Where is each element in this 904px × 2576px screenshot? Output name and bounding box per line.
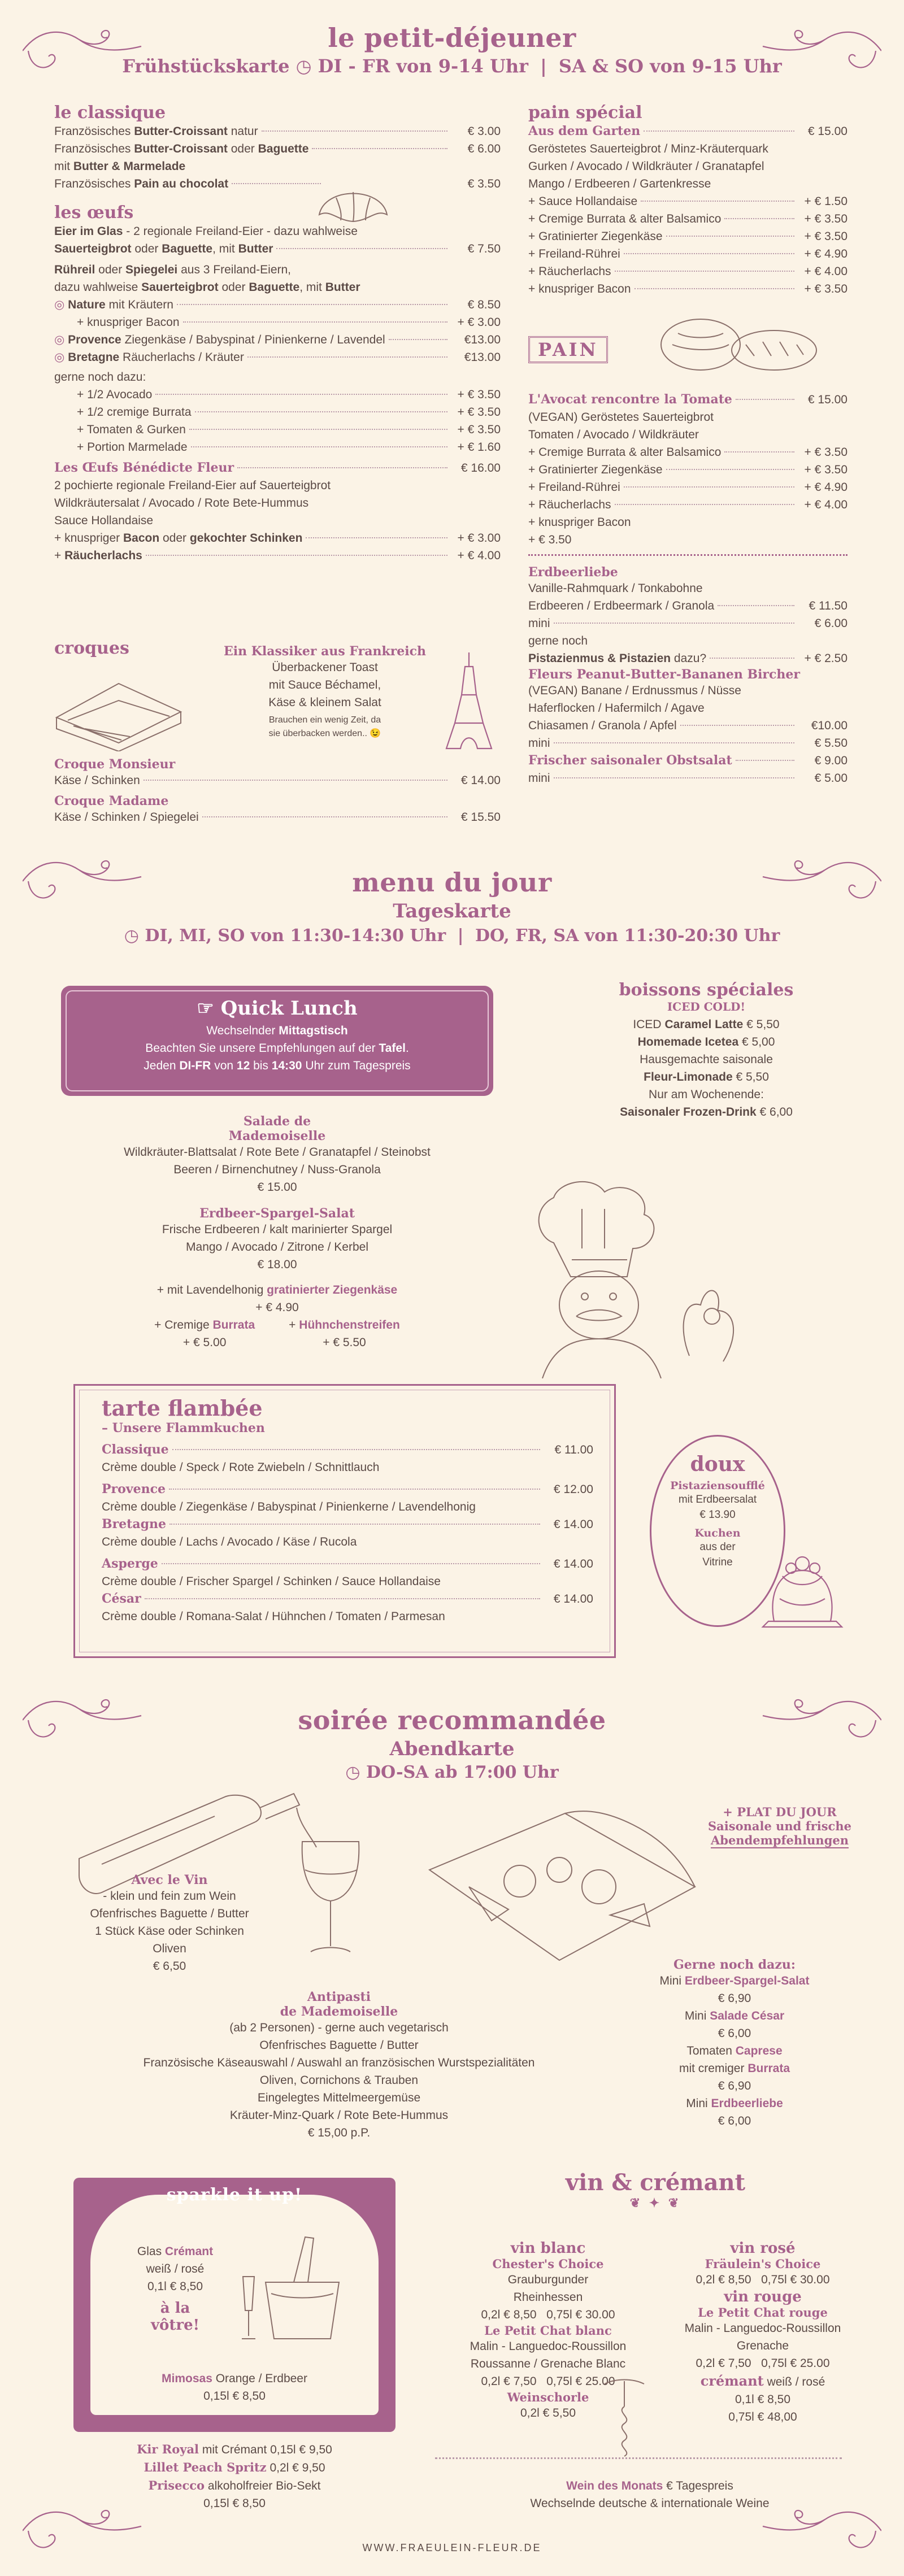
mimosa-price: 0,15l € 8,50	[203, 2390, 266, 2403]
vin-section	[56, 1873, 282, 1975]
clock-icon: ◷	[345, 1763, 366, 1782]
kir-line: Kir Royal mit Crémant 0,15l € 9,50	[137, 2442, 332, 2456]
croques-klassiker: Ein Klassiker aus Frankreich	[223, 644, 427, 659]
croques-desc: Überbackener Toast	[272, 661, 378, 674]
doux-item: Kuchen	[694, 1527, 741, 1539]
wine-price: 0,2l € 5,50	[520, 2407, 576, 2420]
cremant-price: 0,1l € 8,50	[734, 2393, 791, 2406]
gerne-price: € 6,90	[718, 1992, 751, 2005]
bircher-mini: mini € 5.50	[528, 737, 847, 750]
extra-item: + Tomaten & Gurken + € 3.50	[77, 423, 501, 436]
vin-blanc-title: vin blanc	[510, 2240, 586, 2257]
wine-name: Chester's Choice	[492, 2257, 604, 2271]
plat-line: Abendempfehlungen	[710, 1833, 849, 1847]
quick-lunch-line: Beachten Sie unsere Empfehlungen auf der Tafel.	[145, 1042, 409, 1055]
pain-label: PAIN	[528, 336, 608, 363]
boissons-line: ICED Caramel Latte € 5,50	[633, 1018, 780, 1031]
kir-line: Lillet Peach Spritz 0,2l € 9,50	[144, 2460, 325, 2474]
croque-madame-row: Käse / Schinken / Spiegelei € 15.50	[54, 811, 501, 824]
avocat-extra: + Freiland-Rührei + € 4.90	[528, 481, 847, 494]
benedicte-desc: Wildkräutersalat / Avocado / Rote Bete-Hummus	[54, 497, 309, 510]
kir-section	[73, 2440, 395, 2512]
tarte-desc: Crème double / Frischer Spargel / Schinken / Sauce Hollandaise	[102, 1575, 441, 1588]
breakfast-left-column	[54, 103, 501, 564]
extra-item: + 1/2 Avocado + € 3.50	[77, 388, 501, 401]
wine-desc: Roussanne / Grenache Blanc	[470, 2357, 626, 2370]
croque-madame-title: Croque Madame	[54, 794, 169, 808]
salade-title: Mademoiselle	[228, 1129, 326, 1143]
avocat-extra: + Gratinierter Ziegenkäse + € 3.50	[528, 463, 847, 476]
benedicte-title-row: Les Œufs Bénédicte Fleur € 16.00	[54, 460, 501, 475]
sparkle-title: sparkle it up!	[166, 2185, 303, 2205]
eier-line-2: Sauerteigbrot oder Baguette, mit Butter € 7.50	[54, 242, 501, 255]
corkscrew-icon	[599, 2373, 650, 2457]
tarte-desc: Crème double / Speck / Rote Zwiebeln / Schnittlauch	[102, 1461, 380, 1474]
tarte-desc: Crème double / Ziegenkäse / Babyspinat / Pinienkerne / Lavendelhonig	[102, 1500, 476, 1513]
gerne-item: Mini Erdbeerliebe	[686, 2097, 783, 2110]
avocat-title-row: L'Avocat rencontre la Tomate € 15.00	[528, 392, 847, 407]
ruehrei-line-1: Rühreil oder Spiegelei aus 3 Freiland-Eiern,	[54, 263, 292, 276]
classique-item: Französisches Butter-Croissant natur € 3.00	[54, 125, 501, 138]
garten-extra: + Freiland-Rührei + € 4.90	[528, 247, 847, 260]
classique-title: le classique	[54, 103, 166, 123]
divider	[528, 554, 847, 556]
doux-desc: Vitrine	[702, 1556, 733, 1568]
classique-item: Französisches Pain au chocolat € 3.50	[54, 177, 501, 190]
spargel-desc: Frische Erdbeeren / kalt marinierter Spargel	[162, 1223, 393, 1236]
vin-rose-title: vin rosé	[730, 2240, 796, 2257]
vin-title: Avec le Vin	[131, 1873, 208, 1887]
erdbeer-desc: Vanille-Rahmquark / Tonkabohne	[528, 582, 703, 595]
doux-desc: mit Erdbeersalat	[678, 1494, 757, 1505]
hand-pointer-icon: ☞	[197, 997, 221, 1020]
vin-price: € 6,50	[153, 1960, 186, 1973]
chef-icon	[520, 1175, 757, 1378]
doux-title: doux	[690, 1452, 745, 1476]
breakfast-subtitle: Frühstückskarte	[122, 55, 290, 77]
antipasti-board-icon	[418, 1802, 701, 1972]
flourish-icon	[757, 28, 881, 79]
wine-name: Fräulein's Choice	[705, 2257, 821, 2271]
flourish-icon: ❦ ✦ ❦	[629, 2196, 681, 2211]
kir-line: Prisecco alkoholfreier Bio-Sekt	[148, 2478, 321, 2492]
gerne-price: € 6,00	[718, 2114, 751, 2127]
wine-desc: Rheinhessen	[513, 2291, 583, 2304]
mimosa-line: Mimosas Orange / Erdbeer	[162, 2372, 307, 2385]
gerne-price: € 6,00	[718, 2027, 751, 2040]
boissons-line: Saisonaler Frozen-Drink € 6,00	[620, 1106, 793, 1119]
ruehrei-variant: ◎ Bretagne Räucherlachs / Kräuter €13.00	[54, 351, 501, 364]
bread-icon	[655, 311, 825, 378]
tarte-subtitle: – Unsere Flammkuchen	[102, 1421, 265, 1435]
avocat-desc: Tomaten / Avocado / Wildkräuter	[528, 428, 699, 441]
breakfast-hours-a: DI - FR von 9-14 Uhr	[318, 55, 528, 77]
erdbeer-desc: gerne noch	[528, 634, 588, 647]
vc-header	[429, 2169, 881, 2211]
boissons-title: boissons spéciales	[619, 980, 794, 1000]
doux-price: € 13.90	[699, 1509, 736, 1521]
spargel-extra-pair: + Cremige Burrata + € 5.00 + Hühnchenstreifen + € 5.50	[154, 1319, 400, 1349]
tarte-item: Bretagne € 14.00	[102, 1517, 593, 1531]
tarte-item: César € 14.00	[102, 1591, 593, 1606]
tarte-section	[102, 1395, 593, 1625]
soiree-hours: ◷ DO-SA ab 17:00 Uhr	[345, 1763, 559, 1782]
wine-price: 0,2l € 8,50 0,75l € 30.00	[696, 2273, 830, 2286]
erdbeer-extra: Pistazienmus & Pistazien dazu? + € 2.50	[528, 652, 847, 665]
classique-item: Französisches Butter-Croissant oder Baguette € 6.00	[54, 142, 501, 155]
dessert-icon	[751, 1537, 853, 1633]
croque-monsieur-title: Croque Monsieur	[54, 757, 176, 772]
antipasti-desc: Französische Käseauswahl / Auswahl an französischen Wurstspezialitäten	[143, 2056, 535, 2069]
ruehrei-line-2: dazu wahlweise Sauerteigbrot oder Baguette, mit Butter	[54, 281, 360, 294]
plat-du-jour	[695, 1805, 864, 1848]
tarte-desc: Crème double / Romana-Salat / Hühnchen / Tomaten / Parmesan	[102, 1610, 445, 1623]
doux-item: Pistaziensoufflé	[670, 1480, 765, 1492]
tarte-desc: Crème double / Lachs / Avocado / Käse / Rucola	[102, 1535, 357, 1548]
eier-line-1: Eier im Glas - 2 regionale Freiland-Eier - dazu wahlweise	[54, 225, 358, 238]
antipasti-desc: Kräuter-Minz-Quark / Rote Bete-Hummus	[229, 2109, 449, 2122]
ruehrei-variant: ◎ Nature mit Kräutern € 8.50	[54, 298, 501, 311]
boissons-line: Hausgemachte saisonale	[640, 1053, 773, 1066]
croques-desc: Käse & kleinem Salat	[268, 696, 381, 709]
pain-column	[528, 103, 847, 298]
tarte-item: Provence € 12.00	[102, 1482, 593, 1496]
garten-extra: + Gratinierter Ziegenkäse + € 3.50	[528, 230, 847, 243]
clock-icon: ◷	[295, 55, 312, 77]
antipasti-section	[56, 1990, 621, 2142]
garten-desc: Geröstetes Sauerteigbrot / Minz-Kräuterquark	[528, 142, 768, 155]
gerne-section	[621, 1957, 847, 2130]
benedicte-desc: Sauce Hollandaise	[54, 514, 154, 527]
vin-desc: Oliven	[153, 1942, 186, 1955]
breakfast-title: le petit-déjeuner	[328, 23, 576, 53]
croissant-icon	[314, 175, 393, 232]
salade-desc: Wildkräuter-Blattsalat / Rote Bete / Granatapfel / Steinobst	[124, 1146, 431, 1159]
extra-item: + Portion Marmelade + € 1.60	[77, 441, 501, 454]
sparkle-votre: vôtre!	[150, 2317, 200, 2334]
boissons-section	[565, 980, 847, 1121]
clock-icon: ◷	[124, 926, 139, 946]
champagne-bucket-icon	[232, 2231, 367, 2344]
wine-desc: Grauburgunder	[507, 2273, 589, 2286]
gerne-item: mit cremiger Burrata	[679, 2062, 790, 2075]
garten-title-row: Aus dem Garten € 15.00	[528, 124, 847, 138]
wine-price: 0,2l € 7,50 0,75l € 25.00	[696, 2357, 830, 2370]
salade-section	[61, 1114, 493, 1351]
sparkle-line: Glas Crémant	[137, 2245, 214, 2258]
jour-hours: ◷ DI, MI, SO von 11:30-14:30 Uhr | DO, FR, SA von 11:30-20:30 Uhr	[124, 926, 780, 946]
quick-lunch-line: Jeden DI-FR von 12 bis 14:30 Uhr zum Tagespreis	[144, 1059, 411, 1072]
wein-des-monats-desc: Wechselnde deutsche & internationale Weine	[530, 2497, 770, 2510]
gerne-item: Mini Erdbeer-Spargel-Salat	[659, 1974, 810, 1987]
croque-monsieur-row: Käse / Schinken € 14.00	[54, 774, 501, 787]
erdbeer-mini: mini € 6.00	[528, 617, 847, 630]
croques-note: sie überbacken werden.. 😉	[268, 729, 381, 738]
garten-desc: Gurken / Avocado / Wildkräuter / Granatapfel	[528, 160, 764, 173]
sparkle-line: 0,1l € 8,50	[147, 2280, 203, 2293]
cremant-price: 0,75l € 48,00	[728, 2410, 797, 2423]
salade-price: € 15.00	[257, 1181, 297, 1194]
wine-desc: Malin - Languedoc-Roussillon	[684, 2322, 841, 2335]
boissons-line: Fleur-Limonade € 5,50	[644, 1071, 769, 1084]
benedicte-extra: + Räucherlachs + € 4.00	[54, 549, 501, 562]
avocat-extra: + Räucherlachs + € 4.00	[528, 498, 847, 511]
erdbeer-title: Erdbeerliebe	[528, 565, 618, 580]
tarte-item: Asperge € 14.00	[102, 1556, 593, 1571]
sparkle-cremant	[113, 2243, 237, 2334]
antipasti-price: € 15,00 p.P.	[307, 2126, 371, 2139]
breakfast-hours-sep: |	[540, 55, 547, 77]
extras-label: gerne noch dazu:	[54, 371, 146, 384]
obst-mini: mini € 5.00	[528, 772, 847, 785]
quick-lunch-title: ☞ Quick Lunch	[197, 997, 358, 1020]
antipasti-desc: (ab 2 Personen) - gerne auch vegetarisch	[229, 2021, 449, 2034]
garten-extra: + Räucherlachs + € 4.00	[528, 265, 847, 278]
spargel-extra-price: + € 4.90	[255, 1301, 299, 1314]
vin-desc: 1 Stück Käse oder Schinken	[95, 1925, 244, 1938]
ruehrei-variant: ◎ Provence Ziegenkäse / Babyspinat / Pinienkerne / Lavendel €13.00	[54, 333, 501, 346]
spargel-desc: Mango / Avocado / Zitrone / Kerbel	[186, 1241, 368, 1254]
spargel-extra: + mit Lavendelhonig gratinierter Ziegenkäse	[157, 1283, 398, 1296]
sparkle-votre: à la	[160, 2300, 190, 2317]
boissons-line: Nur am Wochenende:	[649, 1088, 764, 1101]
wine-price: 0,2l € 7,50 0,75l € 25.00	[481, 2375, 615, 2388]
oeufs-title: les œufs	[54, 203, 134, 223]
boissons-iced: ICED COLD!	[667, 1000, 746, 1013]
sparkle-line: weiß / rosé	[146, 2262, 205, 2275]
tarte-title: tarte flambée	[102, 1395, 263, 1421]
tarte-item: Classique € 11.00	[102, 1442, 593, 1457]
bircher-desc: (VEGAN) Banane / Erdnussmus / Nüsse	[528, 684, 741, 697]
croques-desc: mit Sauce Béchamel,	[268, 678, 381, 691]
wine-glass-icon	[294, 1836, 367, 1960]
antipasti-title: Antipasti	[307, 1990, 371, 2004]
plat-line: Saisonale und frische	[708, 1819, 851, 1833]
wine-name: Le Petit Chat blanc	[484, 2323, 612, 2338]
vc-title: vin & crémant	[565, 2169, 746, 2196]
doux-desc: aus der	[699, 1541, 736, 1553]
kir-price: 0,15l € 8,50	[203, 2497, 266, 2510]
garten-extra: + knuspriger Bacon + € 3.50	[528, 282, 847, 295]
croques-description	[215, 644, 435, 741]
erdbeer-row: Erdbeeren / Erdbeermark / Granola € 11.50	[528, 599, 847, 612]
antipasti-desc: Ofenfrisches Baguette / Butter	[259, 2039, 419, 2052]
cremant-line: crémant weiß / rosé	[700, 2373, 825, 2389]
garten-extra: + Sauce Hollandaise + € 1.50	[528, 195, 847, 208]
gerne-item: Mini Salade César	[684, 2009, 785, 2022]
avocat-section	[528, 391, 847, 787]
wine-name: Le Petit Chat rouge	[698, 2305, 828, 2320]
croque-items	[54, 757, 501, 826]
quick-lunch-box	[61, 986, 493, 1096]
avocat-extra: + Cremige Burrata & alter Balsamico + € 3.50	[528, 446, 847, 459]
bircher-row: Chiasamen / Granola / Apfel €10.00	[528, 719, 847, 732]
garten-extra: + Cremige Burrata & alter Balsamico + € 3.50	[528, 212, 847, 225]
benedicte-extra: + knuspriger Bacon oder gekochter Schinken + € 3.00	[54, 532, 501, 545]
wine-desc: Malin - Languedoc-Roussillon	[470, 2340, 627, 2353]
wine-price: 0,2l € 8,50 0,75l € 30.00	[481, 2308, 615, 2321]
spargel-title: Erdbeer-Spargel-Salat	[199, 1206, 355, 1221]
divider	[435, 2457, 842, 2459]
soiree-title: soirée recommandée	[298, 1705, 606, 1735]
footer-url[interactable]: WWW.FRAEULEIN-FLEUR.DE	[362, 2542, 542, 2553]
bircher-desc: Haferflocken / Hafermilch / Agave	[528, 702, 705, 715]
extra-item: + 1/2 cremige Burrata + € 3.50	[77, 406, 501, 419]
jour-header	[0, 867, 904, 946]
obst-row: Frischer saisonaler Obstsalat € 9.00	[528, 753, 847, 768]
mimosa-section	[90, 2370, 379, 2405]
quick-lunch-line: Wechselnder Mittagstisch	[206, 1024, 348, 1037]
vin-rose-col	[650, 2240, 876, 2426]
soiree-subtitle: Abendkarte	[389, 1738, 515, 1760]
antipasti-title: de Mademoiselle	[280, 2004, 398, 2019]
wine-desc: Grenache	[736, 2339, 789, 2352]
vin-desc: - klein und fein zum Wein	[103, 1890, 236, 1903]
antipasti-desc: Eingelegtes Mittelmeergemüse	[257, 2091, 421, 2104]
soiree-header	[0, 1705, 904, 1782]
jour-title: menu du jour	[352, 867, 552, 898]
flourish-icon	[23, 28, 147, 79]
classique-item: mit Butter & Marmelade	[54, 160, 186, 173]
antipasti-desc: Oliven, Cornichons & Trauben	[259, 2074, 419, 2087]
avocat-bacon-price: + € 3.50	[528, 533, 572, 546]
avocat-bacon: + knuspriger Bacon	[528, 516, 631, 529]
vin-desc: Ofenfrisches Baguette / Butter	[90, 1907, 249, 1920]
spargel-price: € 18.00	[257, 1258, 297, 1271]
avocat-desc: (VEGAN) Geröstetes Sauerteigbrot	[528, 411, 714, 424]
gerne-price: € 6,90	[718, 2079, 751, 2092]
croques-note: Brauchen ein wenig Zeit, da	[268, 715, 381, 725]
vin-rouge-title: vin rouge	[724, 2288, 802, 2305]
sandwich-icon	[51, 667, 186, 751]
breakfast-hours-b: SA & SO von 9-15 Uhr	[558, 55, 782, 77]
bircher-title: Fleurs Peanut-Butter-Bananen Bircher	[528, 667, 800, 682]
gerne-item: Tomaten Caprese	[686, 2044, 783, 2057]
gerne-title: Gerne noch dazu:	[673, 1957, 796, 1972]
croques-title: croques	[54, 638, 129, 658]
wein-des-monats: Wein des Monats € Tagespreis Wechselnde deutsche & internationale Weine	[435, 2477, 864, 2512]
eiffel-tower-icon	[444, 650, 494, 751]
wine-name: Weinschorle	[507, 2390, 589, 2404]
salade-title: Salade de	[243, 1114, 311, 1129]
benedicte-desc: 2 pochierte regionale Freiland-Eier auf Sauerteigbrot	[54, 479, 331, 492]
garten-desc: Mango / Erdbeeren / Gartenkresse	[528, 177, 711, 190]
boissons-line: Homemade Icetea € 5,00	[637, 1035, 775, 1048]
salade-desc: Beeren / Birnenchutney / Nuss-Granola	[173, 1163, 381, 1176]
pain-title: pain spécial	[528, 103, 642, 123]
ruehrei-variant: + knuspriger Bacon + € 3.00	[77, 316, 501, 329]
jour-subtitle: Tageskarte	[393, 900, 511, 923]
plat-line: + PLAT DU JOUR	[723, 1805, 837, 1819]
